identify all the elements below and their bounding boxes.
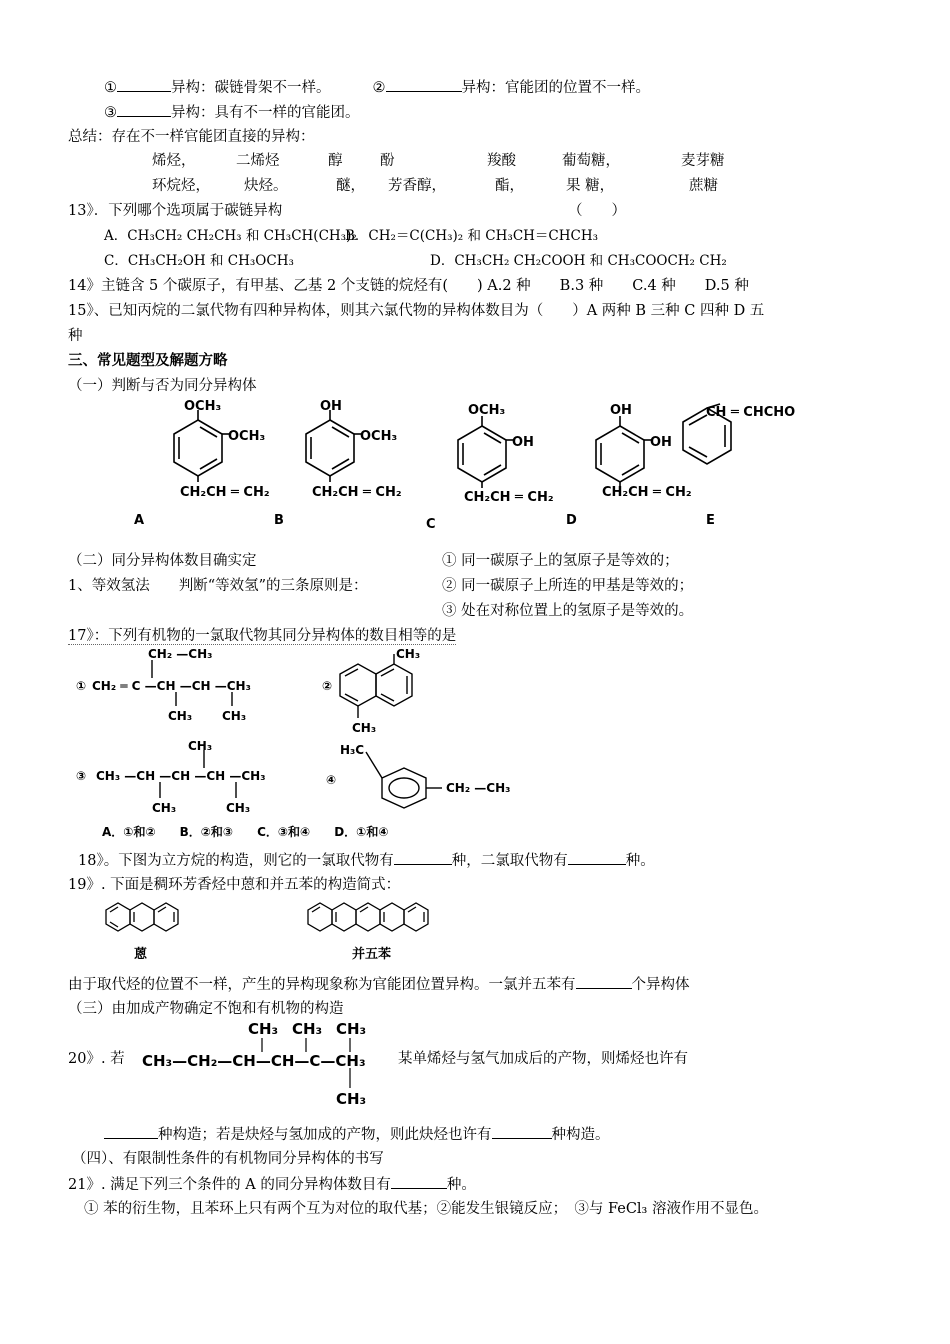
s1-branch-2: CH₃ — [222, 709, 247, 723]
summary-item: 醚， — [336, 178, 365, 194]
summary-item: 醇 — [328, 153, 343, 169]
q20-blank-2[interactable] — [492, 1124, 552, 1139]
q15-line-2: 种 — [68, 328, 83, 344]
s3-num: ③ — [76, 769, 87, 783]
mol-b-group-2: OCH₃ — [360, 429, 398, 444]
mol-c-group-2: OH — [512, 435, 534, 450]
q19-after — [68, 974, 690, 995]
mol-b-group-1: OH — [320, 399, 342, 414]
q20-top-2: CH₃ — [292, 1020, 323, 1038]
s2-bottom: CH₃ — [352, 721, 377, 735]
subsection-3-title: （三）由加成产物确定不饱和有机物的构造 — [68, 1001, 344, 1017]
subsection-1-title: （一）判断与否为同分异构体 — [68, 378, 257, 394]
mol-d-group-1: OH — [610, 403, 632, 418]
s4-top: H₃C — [340, 743, 365, 757]
s1-top: CH₂ —CH₃ — [148, 647, 213, 661]
anthracene-label: 蒽 — [134, 947, 148, 962]
subsection-2-title: （二）同分异构体数目确实定 — [68, 553, 257, 569]
iso-carbon-chain: 异构：碳链骨架不一样。 — [171, 80, 331, 96]
marker-3: ③ — [104, 105, 117, 121]
mol-c-label: C — [426, 517, 436, 532]
mol-d-tail: CH₂CH ═ CH₂ — [602, 485, 692, 500]
q21-conditions: ① 苯的衍生物，且苯环上只有两个互为对位的取代基；②能发生银镜反应； ③与 FeCl₃ 溶液作用不显色。 — [84, 1201, 768, 1217]
q20-top-3: CH₃ — [336, 1020, 367, 1038]
blank-2[interactable] — [386, 77, 462, 92]
mol-c-tail: CH₂CH ═ CH₂ — [464, 490, 554, 505]
mol-b-tail: CH₂CH ═ CH₂ — [312, 485, 402, 500]
iso-type-line-1 — [104, 77, 650, 98]
s3-branch-2: CH₃ — [226, 801, 251, 815]
q13-option-d[interactable]: D．CH₃CH₂ CH₂COOH 和 CH₃COOCH₂ CH₂ — [430, 253, 727, 269]
q18-part-a: 18》。下图为立方烷的构造，则它的一氯取代物有 — [78, 853, 394, 869]
iso-functional: 异构：具有不一样的官能团。 — [171, 105, 360, 121]
q13-option-a[interactable]: A．CH₃CH₂ CH₂CH₃ 和 CH₃CH(CH₃)₂ — [104, 228, 357, 244]
summary-title: 总结：存在不一样官能团直接的异构： — [68, 129, 315, 145]
mol-a-group-1: OCH₃ — [184, 399, 222, 414]
summary-item: 酚 — [380, 153, 395, 169]
q19-blank[interactable] — [576, 974, 632, 989]
q19-after-b: 个异构体 — [631, 977, 690, 993]
q17-stem: 17》：下列有机物的一氯取代物其同分异构体的数目相等的是 — [68, 628, 457, 644]
mol-b-label: B — [274, 513, 284, 528]
mol-a-label: A — [134, 513, 145, 528]
q13-answer-blank[interactable]: （ ） — [568, 203, 626, 219]
q21-a: 21》. 满足下列三个条件的 A 的同分异构体数目有 — [68, 1177, 391, 1193]
summary-item: 环烷烃， — [152, 178, 210, 194]
summary-item: 果 糖， — [566, 178, 615, 194]
pentacene-label: 并五苯 — [352, 947, 392, 962]
q20-bottom: CH₃ — [336, 1090, 367, 1108]
marker-1: ① — [104, 80, 117, 96]
q17-structures — [76, 646, 546, 846]
s4-right: CH₂ —CH₃ — [446, 781, 511, 795]
q13-stem: 13》．下列哪个选项属于碳链异构 — [68, 203, 283, 219]
q18 — [78, 850, 655, 871]
s1-branch-1: CH₃ — [168, 709, 193, 723]
summary-item: 酯， — [495, 178, 524, 194]
q13-option-b[interactable]: B．CH₂＝C(CH₃)₂ 和 CH₃CH＝CHCH₃ — [345, 228, 599, 244]
q20-line-2-a: 种构造；若是炔烃与氢加成的产物，则此炔烃也许有 — [158, 1127, 492, 1143]
q21-stem — [68, 1174, 476, 1195]
q13-option-c[interactable]: C．CH₃CH₂OH 和 CH₃OCH₃ — [104, 253, 294, 269]
q19-stem: 19》. 下面是稠环芳香烃中蒽和并五苯的构造简式： — [68, 877, 401, 893]
summary-item: 葡萄糖， — [562, 153, 620, 169]
summary-item: 蔗糖 — [689, 178, 718, 194]
q20-line-2-b: 种构造。 — [551, 1127, 610, 1143]
mol-d-group-2: OH — [650, 435, 672, 450]
s1-main: CH₂ ═ C —CH —CH —CH₃ — [92, 679, 251, 693]
mol-a-tail: CH₂CH ═ CH₂ — [180, 485, 270, 500]
iso-position: 异构：官能团的位置不一样。 — [461, 80, 650, 96]
q20-prefix: 20》. 若 — [68, 1051, 125, 1067]
eqh-rule-1: ① 同一碳原子上的氢原子是等效的； — [442, 553, 679, 569]
q20-line-2 — [104, 1124, 610, 1145]
q20-structure — [140, 1016, 402, 1116]
summary-item: 麦芽糖 — [681, 153, 725, 169]
summary-item: 炔烃。 — [244, 178, 288, 194]
q20-blank-1[interactable] — [104, 1124, 158, 1139]
subsection-4-title: （四）、有限制性条件的有机物同分异构体的书写 — [72, 1151, 384, 1167]
eqh-intro: 1、等效氢法 判断“等效氢”的三条原则是： — [68, 578, 368, 594]
q20-main: CH₃—CH₂—CH—CH—C—CH₃ — [142, 1052, 366, 1070]
q18-blank-1[interactable] — [394, 850, 452, 865]
fused-rings — [96, 898, 456, 968]
q21-blank[interactable] — [391, 1174, 447, 1189]
s3-branch-1: CH₃ — [152, 801, 177, 815]
mol-c-group-1: OCH₃ — [468, 403, 506, 418]
summary-item: 芳香醇， — [388, 178, 446, 194]
q20-top-1: CH₃ — [248, 1020, 279, 1038]
q20-suffix: 某单烯烃与氢气加成后的产物，则烯烃也许有 — [398, 1051, 688, 1067]
blank-1[interactable] — [117, 77, 171, 92]
q15-line-1: 15》、已知丙烷的二氯代物有四种异构体，则其六氯代物的异构体数目为（ ）A 两种 B 三种 C 四种 D 五 — [68, 303, 765, 319]
q18-part-b: 种，二氯取代物有 — [451, 853, 568, 869]
s2-num: ② — [322, 679, 333, 693]
s3-main: CH₃ —CH —CH —CH —CH₃ — [96, 769, 266, 783]
section-3-title: 三、常见题型及解题方略 — [68, 352, 228, 369]
marker-2: ② — [372, 80, 386, 96]
s4-num: ④ — [326, 773, 337, 787]
s3-top: CH₃ — [188, 739, 213, 753]
blank-3[interactable] — [117, 102, 171, 117]
summary-item: 二烯烃 — [236, 153, 280, 169]
q19-after-a: 由于取代烃的位置不一样，产生的异构现象称为官能团位置异构。一氯并五苯有 — [68, 977, 576, 993]
q17-options: A．①和② B．②和③ C．③和④ D．①和④ — [102, 825, 389, 839]
mol-a-group-2: OCH₃ — [228, 429, 266, 444]
q18-blank-2[interactable] — [568, 850, 626, 865]
summary-item: 烯烃， — [152, 153, 196, 169]
q18-part-c: 种。 — [625, 853, 655, 869]
isomer-structures — [80, 396, 870, 536]
mol-d-label: D — [566, 513, 577, 528]
s2-top: CH₃ — [396, 647, 421, 661]
eqh-rule-3: ③ 处在对称位置上的氢原子是等效的。 — [442, 603, 694, 619]
s1-num: ① — [76, 679, 87, 693]
iso-type-line-2 — [104, 102, 360, 123]
q14: 14》主链含 5 个碳原子，有甲基、乙基 2 个支链的烷烃有( ) A.2 种 B.3 种 C.4 种 D.5 种 — [68, 278, 749, 294]
summary-item: 羧酸 — [487, 153, 516, 169]
mol-e-label: E — [706, 513, 715, 528]
q21-b: 种。 — [446, 1177, 476, 1193]
eqh-rule-2: ② 同一碳原子上所连的甲基是等效的； — [442, 578, 694, 594]
mol-e-tail: CH ═ CHCHO — [706, 405, 796, 420]
